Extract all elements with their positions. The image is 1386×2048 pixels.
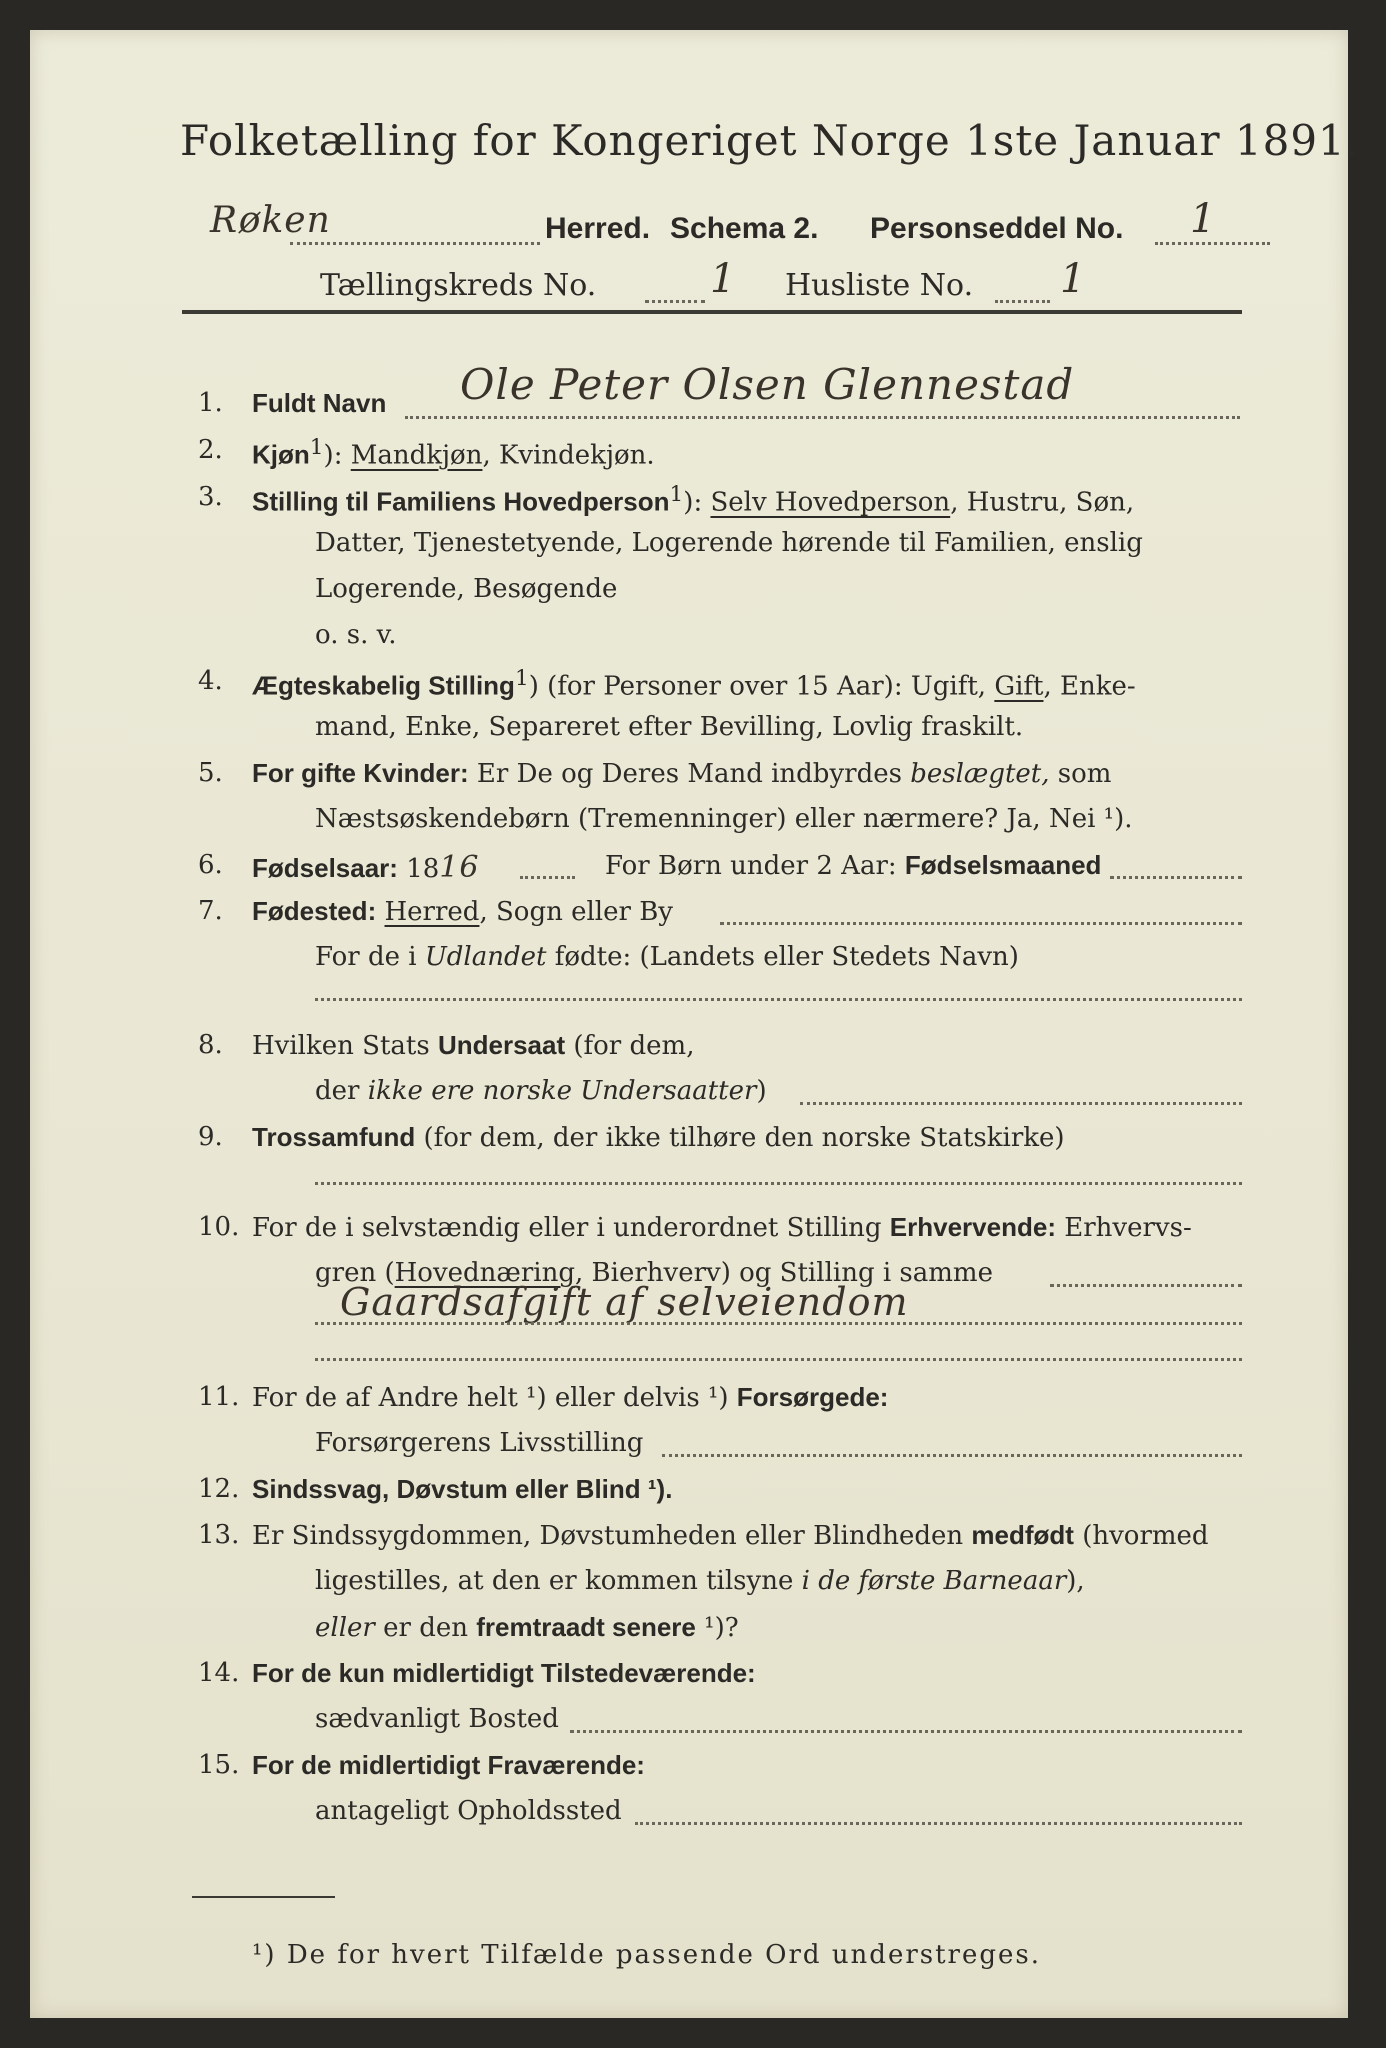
q12-label: Sindssvag, Døvstum eller Blind ¹). <box>252 1474 673 1504</box>
q6-year-dotted-line <box>520 876 575 879</box>
q5-text-b: som <box>1049 759 1112 789</box>
q7-line2-italic: Udlandet <box>424 942 547 972</box>
q13-line3-a: er den <box>374 1613 477 1643</box>
q4-text-a: ) (for Personer over 15 Aar): Ugift, <box>528 671 995 702</box>
q14-number: 14. <box>198 1658 240 1688</box>
q7-line2-b: fødte: (Landets eller Stedets Navn) <box>546 942 1019 972</box>
q13-label: medfødt <box>971 1520 1074 1550</box>
kreds-dotted-line <box>645 300 705 303</box>
q10-dotted-line-2 <box>315 1322 1242 1325</box>
q12-number: 12. <box>198 1474 240 1504</box>
q10-text-b: Erhvervs- <box>1055 1213 1192 1243</box>
q3-line1 <box>252 482 1134 518</box>
q3-line3: Logerende, Besøgende <box>315 574 618 604</box>
q13-text-b: (hvormed <box>1073 1521 1209 1551</box>
q11-label: Forsørgede: <box>736 1382 889 1412</box>
q13-line3-b: ¹)? <box>695 1613 739 1643</box>
q15-number: 15. <box>198 1750 240 1780</box>
q6-month-dotted-line <box>1110 876 1242 879</box>
q3-line2: Datter, Tjenestetyende, Logerende hørende til Familien, enslig <box>315 528 1143 558</box>
q5-text-a: Er De og Deres Mand indbyrdes <box>468 759 911 789</box>
q2-text <box>252 435 655 471</box>
husliste-value: 1 <box>1060 256 1087 302</box>
q10-line2-underlined: Hovednæring <box>394 1258 575 1288</box>
q3-text-b: , Hustru, Søn, <box>950 487 1135 518</box>
q6-text-b: For Børn under 2 Aar: <box>605 851 905 881</box>
footnote: ¹) De for hvert Tilfælde passende Ord understreges. <box>252 1940 1042 1970</box>
q3-text-a: ): <box>683 487 711 518</box>
q10-line2-b: , Bierhverv) og Stilling i samme <box>575 1258 993 1288</box>
q3-line4: o. s. v. <box>315 620 397 650</box>
personseddel-value: 1 <box>1190 196 1217 242</box>
q15-dotted-line <box>635 1822 1242 1825</box>
q15-label: For de midlertidigt Fraværende: <box>252 1750 645 1780</box>
q1-number: 1. <box>198 388 223 418</box>
q4-label: Ægteskabelig Stilling <box>252 670 515 701</box>
q11-line2: Forsørgerens Livsstilling <box>315 1428 644 1458</box>
q9-text-a: (for dem, der ikke tilhøre den norske Statskirke) <box>415 1123 1065 1153</box>
q10-number: 10. <box>198 1212 240 1242</box>
q1-answer-line <box>405 416 1240 419</box>
husliste-dotted-line <box>995 300 1050 303</box>
q13-line2-a: ligestilles, at den er kommen tilsyne <box>315 1566 802 1596</box>
q10-line1 <box>252 1212 1192 1243</box>
q13-line2-b: ), <box>1066 1566 1085 1596</box>
q7-text-a: , Sogn eller By <box>479 897 673 927</box>
header-rule <box>182 310 1242 314</box>
q10-dotted-line-3 <box>315 1358 1242 1361</box>
q9-dotted-line <box>315 1182 1242 1185</box>
q1-answer: Ole Peter Olsen Glennestad <box>460 360 1075 409</box>
q10-line2-a: gren ( <box>315 1258 395 1288</box>
q13-line3-italic: eller <box>315 1613 375 1643</box>
q9-label: Trossamfund <box>252 1122 416 1152</box>
q8-line2-a: der <box>315 1076 368 1106</box>
q5-number: 5. <box>198 758 223 788</box>
q9-line1 <box>252 1122 1065 1153</box>
q11-text-a: For de af Andre helt ¹) eller delvis ¹) <box>252 1383 737 1413</box>
q8-line2 <box>315 1076 767 1106</box>
q2-text-b: , Kvindekjøn. <box>482 440 655 471</box>
q7-label: Fødested: <box>252 896 377 926</box>
q3-number: 3. <box>198 482 223 512</box>
q6-answer: 16 <box>439 850 480 885</box>
q4-line1 <box>252 666 1136 702</box>
q4-option-selected: Gift <box>994 671 1044 702</box>
q13-line2-italic: i de første Barneaar <box>801 1566 1067 1596</box>
q8-line2-b: ) <box>756 1076 767 1106</box>
q1-label: Fuldt Navn <box>252 388 387 418</box>
q6-label: Fødselsaar: <box>252 853 398 883</box>
form-title: Folketælling for Kongeriget Norge 1ste Januar 1891. <box>180 116 1361 165</box>
personseddel-dotted-line <box>1155 242 1270 245</box>
q5-line2: Næstsøskendebørn (Tremenninger) eller nærmere? Ja, Nei ¹). <box>315 804 1133 834</box>
q15-line2: antageligt Opholdssted <box>315 1796 622 1826</box>
q6-number: 6. <box>198 850 223 880</box>
q8-line1 <box>252 1030 694 1061</box>
q7-dotted-line-1 <box>720 922 1242 925</box>
q2-sup: 1 <box>309 435 324 460</box>
q13-line2 <box>315 1566 1085 1596</box>
q13-number: 13. <box>198 1520 240 1550</box>
q8-label: Undersaat <box>437 1030 566 1060</box>
q14-line2: sædvanligt Bosted <box>315 1704 559 1734</box>
q14-label: For de kun midlertidigt Tilstedeværende: <box>252 1658 756 1688</box>
q2-number: 2. <box>198 435 223 465</box>
herred-label: Herred. <box>545 212 651 245</box>
personseddel-label: Personseddel No. <box>870 212 1124 245</box>
q11-dotted-line <box>662 1454 1242 1457</box>
q7-number: 7. <box>198 896 223 926</box>
q13-text-a: Er Sindssygdommen, Døvstumheden eller Blindheden <box>252 1521 972 1551</box>
q2-text-a: ): <box>323 440 351 471</box>
schema-label: Schema 2. <box>670 212 819 245</box>
q6-line-b <box>605 850 1101 881</box>
q10-answer: Gaardsafgift af selveiendom <box>340 1280 909 1324</box>
census-form-sheet <box>30 30 1361 2018</box>
q6-line <box>252 850 480 885</box>
q7-dotted-line-2 <box>315 998 1242 1001</box>
q7-line1 <box>252 896 673 927</box>
husliste-label: Husliste No. <box>785 268 974 303</box>
q10-dotted-line-1 <box>1050 1284 1242 1287</box>
q8-line2-italic: ikke ere norske Undersaatter <box>367 1076 757 1106</box>
kreds-label: Tællingskreds No. <box>320 268 597 303</box>
q4-sup: 1 <box>514 666 529 691</box>
q11-line1 <box>252 1382 888 1413</box>
q14-dotted-line <box>570 1730 1242 1733</box>
q3-sup: 1 <box>669 482 684 507</box>
q7-line2-a: For de i <box>315 942 425 972</box>
q2-option-male: Mandkjøn <box>350 440 483 471</box>
herred-dotted-line <box>290 242 540 245</box>
q4-number: 4. <box>198 666 223 696</box>
q4-line2: mand, Enke, Separeret efter Bevilling, Lovlig fraskilt. <box>315 712 1024 742</box>
q5-italic: beslægtet, <box>910 759 1050 789</box>
q8-text-b: (for dem, <box>565 1031 695 1061</box>
q7-option-selected: Herred <box>384 897 480 927</box>
herred-value: Røken <box>210 200 331 241</box>
q8-text-a: Hvilken Stats <box>252 1031 438 1061</box>
q13-line3 <box>315 1612 739 1643</box>
q8-number: 8. <box>198 1030 223 1060</box>
q2-label: Kjøn <box>252 439 310 470</box>
q11-number: 11. <box>198 1382 240 1412</box>
q3-option-selected: Selv Hovedperson <box>710 487 951 518</box>
q13-line3-label: fremtraadt senere <box>476 1612 696 1642</box>
q13-line1 <box>252 1520 1209 1551</box>
footnote-rule <box>192 1896 335 1898</box>
q9-number: 9. <box>198 1122 223 1152</box>
kreds-value: 1 <box>710 256 737 302</box>
q4-text-b: , Enke- <box>1043 671 1136 702</box>
q6-prefix: 18 <box>397 854 440 884</box>
q10-text-a: For de i selvstændig eller i underordnet Stilling <box>252 1213 890 1243</box>
q5-label: For gifte Kvinder: <box>252 758 469 788</box>
q8-dotted-line <box>800 1102 1242 1105</box>
q6-label2: Fødselsmaaned <box>904 850 1102 880</box>
q7-line2 <box>315 942 1019 972</box>
q5-line1 <box>252 758 1111 789</box>
q10-label: Erhvervende: <box>889 1212 1056 1242</box>
q3-label: Stilling til Familiens Hovedperson <box>252 486 670 517</box>
